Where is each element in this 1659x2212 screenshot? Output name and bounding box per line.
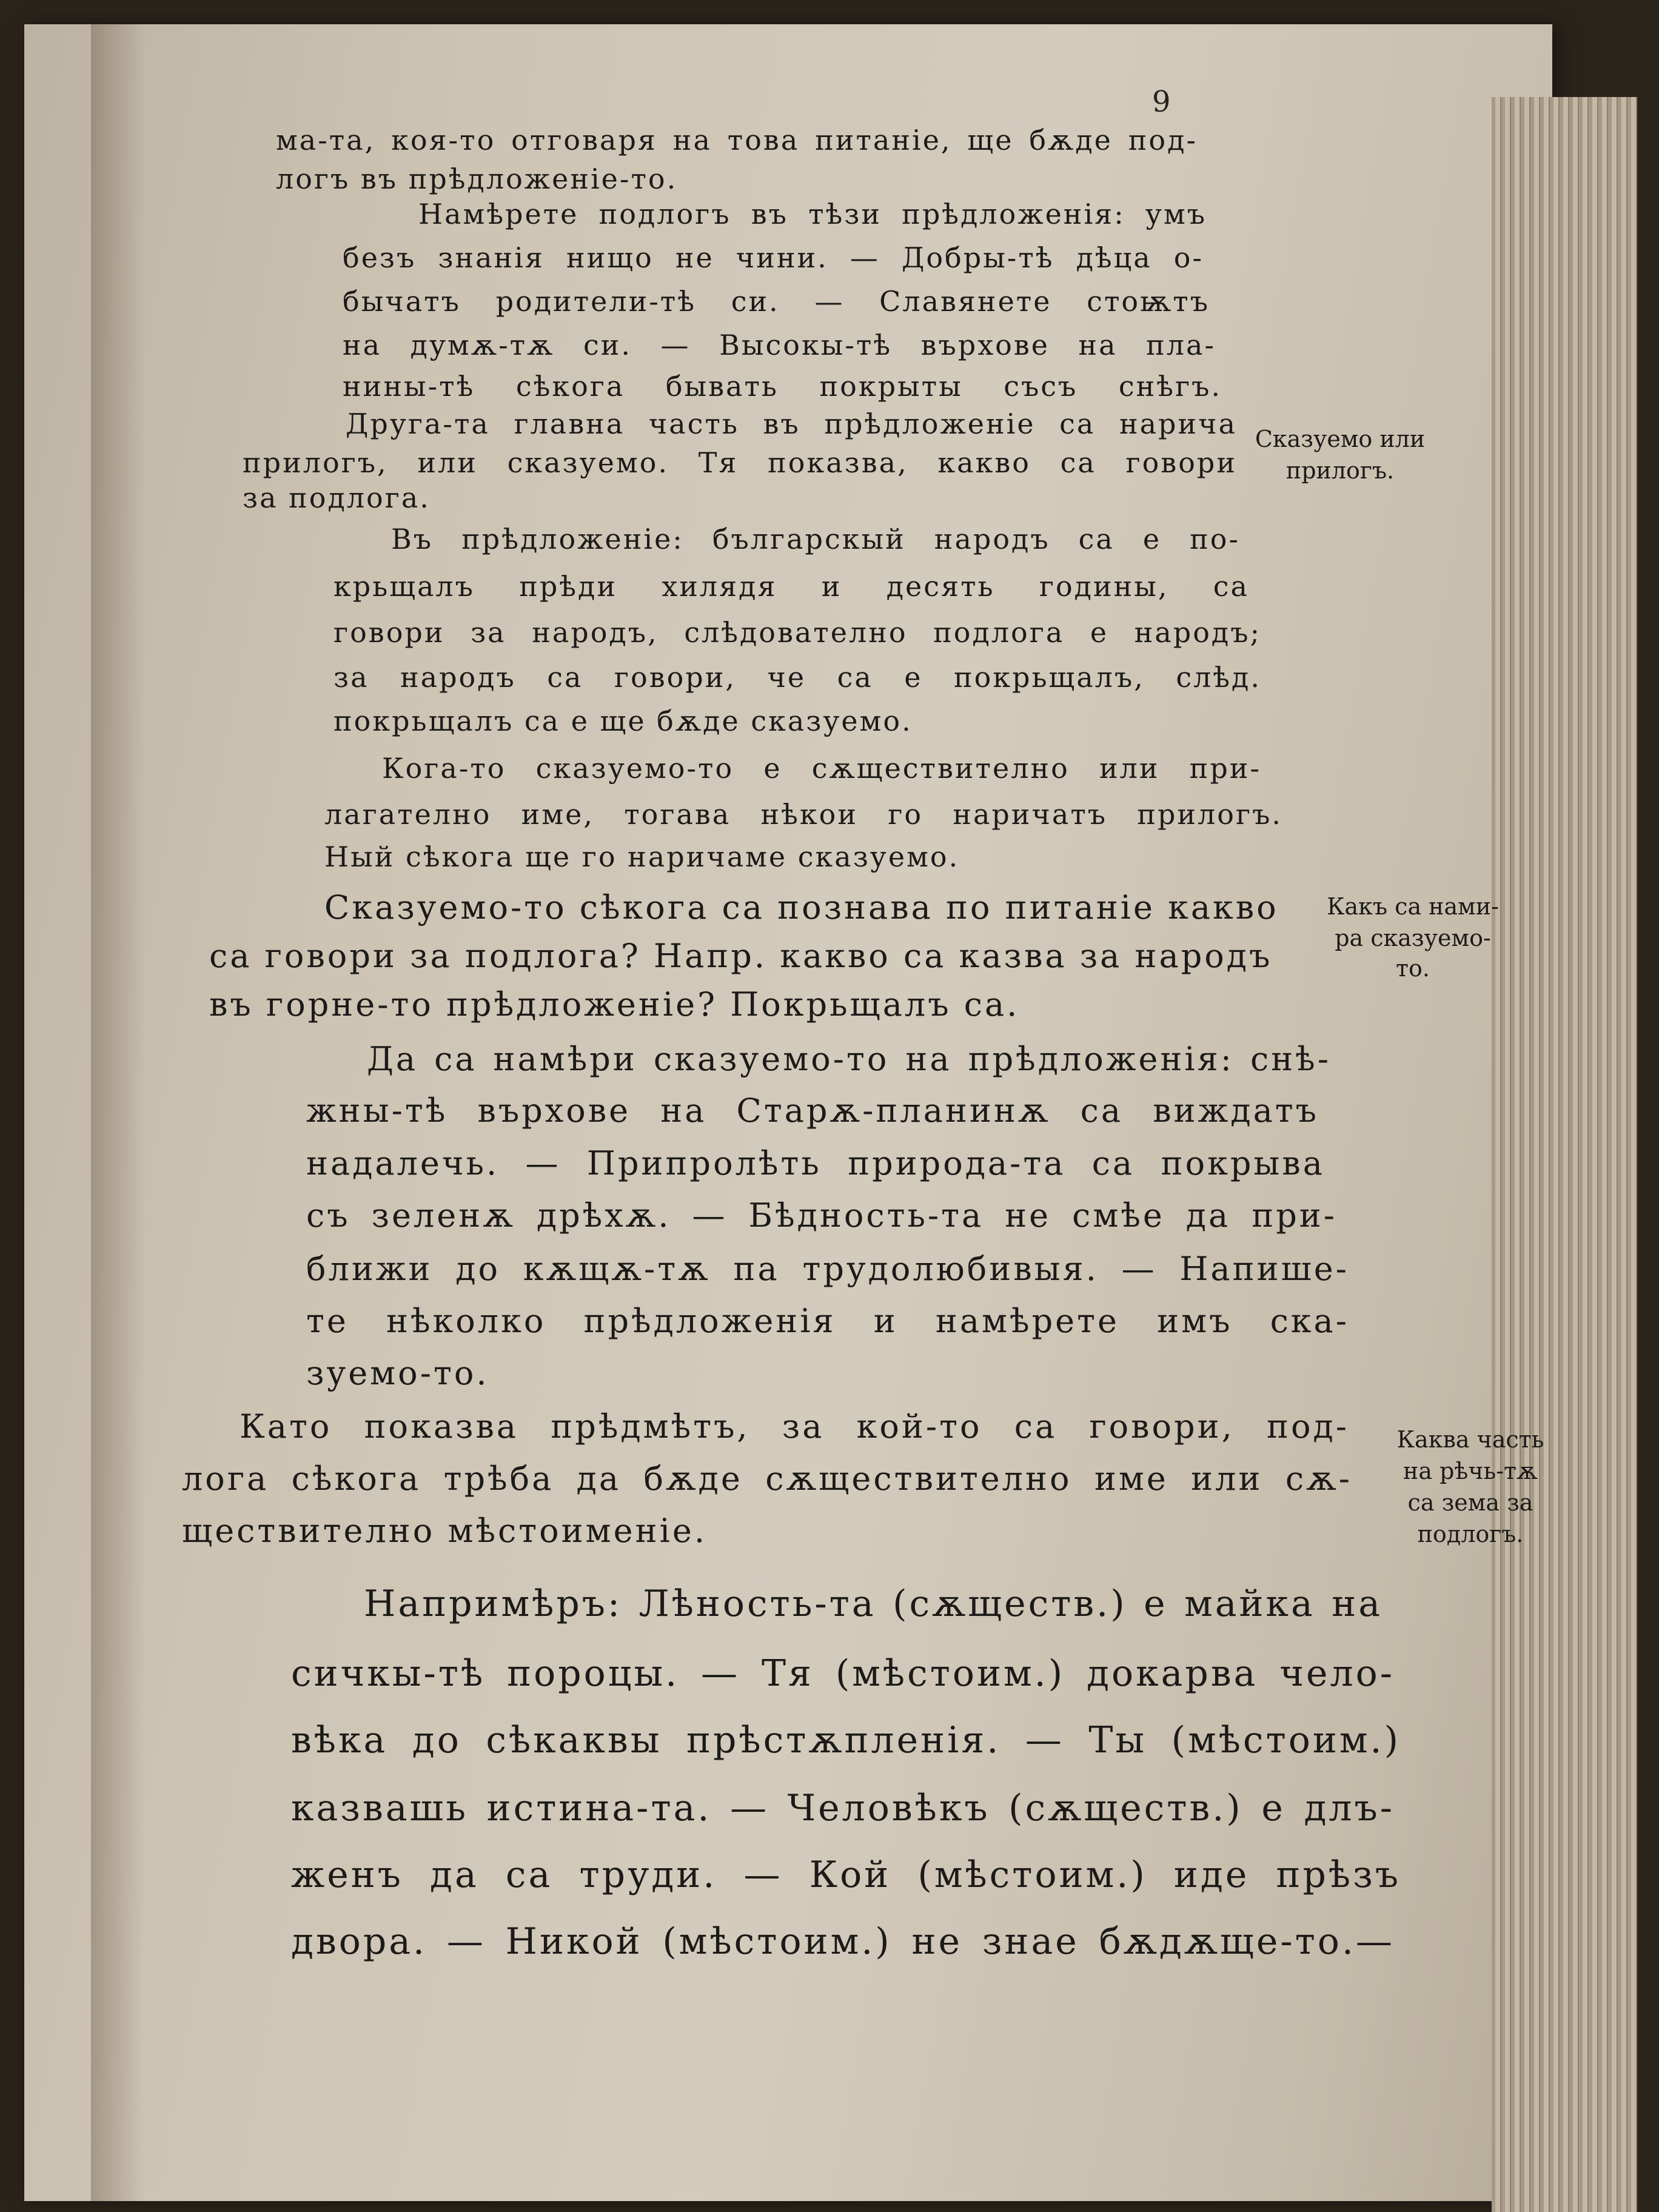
text-line: бычатъ родители-тѣ си. — Славянете стоѭтъ	[343, 285, 1210, 318]
text-line: Да са намѣри сказуемо-то на прѣдложенія: снѣ-	[367, 1040, 1331, 1078]
text-line: те нѣколко прѣдложенія и намѣрете имъ ска-	[306, 1302, 1349, 1340]
margin-note-line: Какъ са нами-	[1327, 893, 1499, 920]
margin-note	[1304, 895, 1522, 980]
margin-note-line: то.	[1396, 955, 1430, 982]
text-line: Кога-то сказуемо-то е сѫществително или при-	[382, 752, 1261, 785]
text-line: зуемо-то.	[306, 1354, 489, 1392]
text-line: лога сѣкога трѣба да бѫде сѫществително име или сѫ-	[182, 1460, 1352, 1498]
text-line: ма-та, коя-то отговаря на това питаніе, ще бѫде под-	[276, 124, 1198, 156]
text-line: Друга-та главна часть въ прѣдложеніе са нарича	[346, 407, 1237, 440]
text-line: безъ знанія нищо не чини. — Добры-тѣ дѣца о-	[343, 241, 1204, 274]
text-line: за народъ са говори, че са е покрьщалъ, слѣд.	[333, 661, 1261, 694]
margin-note-line: са зема за	[1407, 1489, 1533, 1516]
text-line: крьщалъ прѣди хилядя и десять годины, са	[333, 570, 1249, 603]
text-line: покрьщалъ са е ще бѫде сказуемо.	[333, 705, 913, 737]
text-line: логъ въ прѣдложеніе-то.	[276, 163, 678, 195]
margin-note	[1376, 1428, 1564, 1546]
page-number: 9	[1152, 85, 1171, 119]
text-line: Ный сѣкога ще го наричаме сказуемо.	[324, 840, 960, 873]
margin-note-line: прилогъ.	[1285, 457, 1395, 484]
text-line: въ горне-то прѣдложеніе? Покрьщалъ са.	[209, 985, 1020, 1024]
margin-note-line: на рѣчь-тѫ	[1403, 1458, 1538, 1484]
margin-note	[1249, 427, 1431, 482]
text-line: Като показва прѣдмѣтъ, за кой-то са говори, под-	[240, 1407, 1349, 1446]
text-line: надалечь. — Припролѣть природа-та са покрыва	[306, 1144, 1325, 1182]
margin-note-line: ра сказуемо-	[1335, 925, 1491, 951]
margin-note-line: Каква часть	[1396, 1426, 1544, 1453]
text-line: вѣка до сѣкаквы прѣстѫпленія. — Ты (мѣстоим.)	[291, 1719, 1401, 1761]
text-line: съ зеленѫ дрѣхѫ. — Бѣдность-та не смѣе да при-	[306, 1196, 1337, 1235]
margin-note-line: подлогъ.	[1417, 1521, 1524, 1547]
text-line: лагателно име, тогава нѣкои го наричатъ прилогъ.	[324, 798, 1282, 831]
page-binding-shadow	[91, 24, 146, 2201]
text-line: жны-тѣ върхове на Старѫ-планинѫ са виждатъ	[306, 1091, 1319, 1130]
text-line: Сказуемо-то сѣкога са познава по питаніе какво	[324, 888, 1279, 927]
text-line: ществително мѣстоименіе.	[182, 1512, 708, 1550]
text-line: Намѣрете подлогъ въ тѣзи прѣдложенія: умъ	[418, 198, 1207, 230]
text-line: нины-тѣ сѣкога бывать покрыты съсъ снѣгъ.	[343, 370, 1222, 403]
text-line: на думѫ-тѫ си. — Высокы-тѣ върхове на пла-	[343, 329, 1216, 361]
text-line: са говори за подлога? Напр. какво са казва за народъ	[209, 937, 1273, 975]
text-line: Напримѣръ: Лѣность-та (сѫществ.) е майка на	[364, 1583, 1382, 1625]
text-line: прилогъ, или сказуемо. Тя показва, какво са говори	[243, 446, 1237, 479]
text-line: двора. — Никой (мѣстоим.) не знае бѫдѫще-то.—	[291, 1920, 1395, 1963]
text-line: Въ прѣдложеніе: българскый народъ са е по-	[391, 523, 1240, 555]
page-edges	[1492, 97, 1637, 2212]
text-line: женъ да са труди. — Кой (мѣстоим.) иде прѣзъ	[291, 1854, 1401, 1896]
text-line: ближи до кѫщѫ-тѫ па трудолюбивыя. — Напише-	[306, 1250, 1349, 1288]
text-line: сичкы-тѣ пороцы. — Тя (мѣстоим.) докарва чело-	[291, 1652, 1395, 1695]
text-line: говори за народъ, слѣдователно подлога е народъ;	[333, 616, 1261, 649]
margin-note-line: Сказуемо или	[1255, 426, 1426, 452]
text-line: за подлога.	[243, 481, 431, 514]
text-line: казвашь истина-та. — Человѣкъ (сѫществ.) е длъ-	[291, 1787, 1395, 1829]
